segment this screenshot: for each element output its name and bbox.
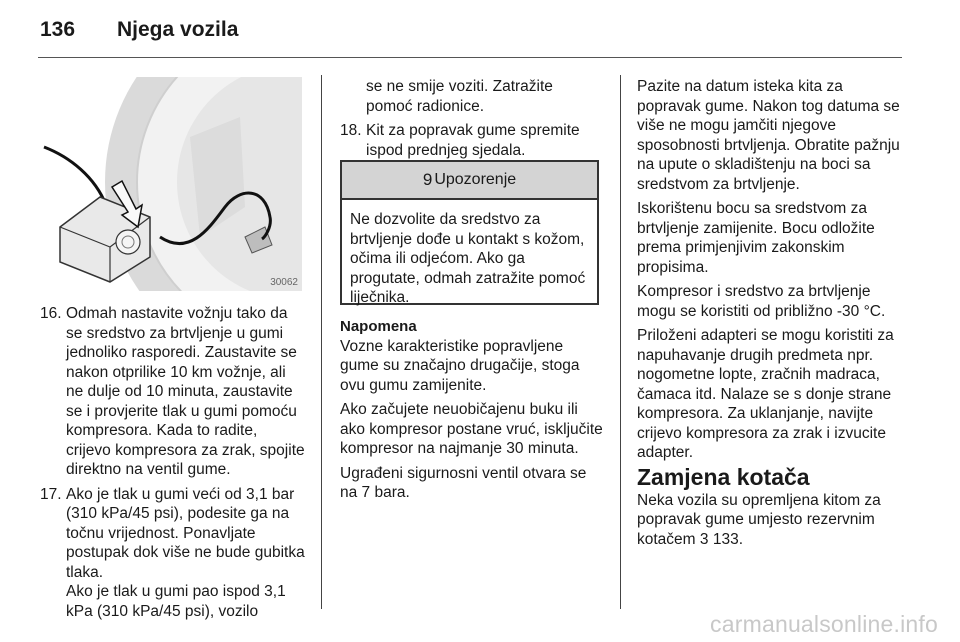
item-text: Ako je tlak u gumi veći od 3,1 bar (310 kPa/45 psi), podesite ga na točnu vrijednost. Ponavljate postupak dok više ne bude gubitka tlaka.	[66, 485, 305, 581]
item-text: Odmah nastavite vožnju tako da se sredstvo za brtvljenje u gumi jednoliko rasporedi. Zaustavite se nakon otprilike 10 km vožnje, ali ne dulje od 10 minuta, zaustavite se i provjerite tlak u gumi pomoću kompresora. Kada to radite, crijevo kompresora za zrak, spojite direktno na ventil gume.	[66, 305, 305, 478]
column-divider-1	[321, 75, 322, 609]
item-subparagraph: Ako je tlak u gumi pao ispod 3,1 kPa (310 kPa/45 psi), vozilo	[66, 583, 286, 620]
tire-repair-illustration	[40, 77, 302, 291]
column-2-bottom	[340, 317, 606, 503]
paragraph-text: Neka vozila su opremljena kitom za popravak gume umjesto rezervnim kotačem	[637, 491, 881, 548]
item-number: 16.	[40, 305, 62, 322]
item-number: 17.	[40, 485, 62, 503]
column-2-top	[340, 77, 602, 160]
paragraph: Iskorištenu bocu sa sredstvom za brtvljenje zamijenite. Bocu odložite prema primjenjivim zakonskim propisima.	[637, 200, 875, 276]
header-rule	[38, 57, 902, 58]
column-3	[637, 77, 905, 549]
page-title: Njega vozila	[117, 18, 239, 41]
watermark: carmanualsonline.info	[710, 611, 938, 637]
paragraph: Priloženi adapteri se mogu koristiti za napuhavanje drugih predmeta npr. nogometne lopte, zračnih madraca, čamaca itd. Nalaze se s donje strane kompresora. Za uklanjanje, navijte crijevo kompresora za zrak i izvucite adapter.	[637, 327, 894, 461]
list-item	[340, 121, 602, 160]
note-title: Napomena	[340, 318, 417, 335]
section-heading: Zamjena kotača	[637, 463, 810, 490]
warning-text: Ne dozvolite da sredstvo za brtvljenje dođe u kontakt s kožom, očima ili odjećom. Ako ga progutate, odmah zatražite pomoć liječnika.	[350, 211, 586, 306]
item-text: Kit za popravak gume spremite ispod prednjeg sjedala.	[366, 122, 580, 159]
list-item	[40, 485, 306, 583]
power-cable	[44, 147, 106, 205]
compressor-and-tire-drawing	[40, 77, 302, 291]
page-reference[interactable]: 133.	[712, 530, 744, 548]
column-1	[40, 304, 306, 621]
paragraph: Pazite na datum isteka kita za popravak gume. Nakon tog datuma se više ne mogu jamčiti njegove sposobnosti brtvljenja. Obratite pažnju na upute o skladištenju na boci sa sredstvom za brtvljenje.	[637, 78, 900, 193]
paragraph: Ugrađeni sigurnosni ventil otvara se na 7 bara.	[340, 464, 587, 501]
note-text: Vozne karakteristike popravljene gume su značajno drugačije, stoga ovu gumu zamijenite.	[340, 337, 580, 394]
warning-title: Upozorenje	[434, 171, 517, 188]
paragraph	[637, 491, 905, 550]
page-number: 136	[40, 18, 76, 41]
figure-label: 30062	[270, 277, 298, 288]
warning-triangle-icon: 9	[422, 170, 433, 189]
list-item	[40, 304, 306, 480]
warning-header	[342, 162, 597, 200]
continued-text: se ne smije voziti. Zatražite pomoć radionice.	[366, 78, 553, 115]
warning-box	[340, 160, 599, 305]
pressure-gauge	[116, 230, 140, 254]
paragraph: Kompresor i sredstvo za brtvljenje mogu se koristiti od približno -30 °C.	[637, 283, 886, 320]
column-divider-2	[620, 75, 621, 609]
item-number: 18.	[340, 122, 362, 139]
paragraph: Ako začujete neuobičajenu buku ili ako kompresor postane vruć, isključite kompresor na najmanje 30 minuta.	[340, 401, 603, 457]
page-reference-icon[interactable]: 3	[699, 530, 709, 548]
